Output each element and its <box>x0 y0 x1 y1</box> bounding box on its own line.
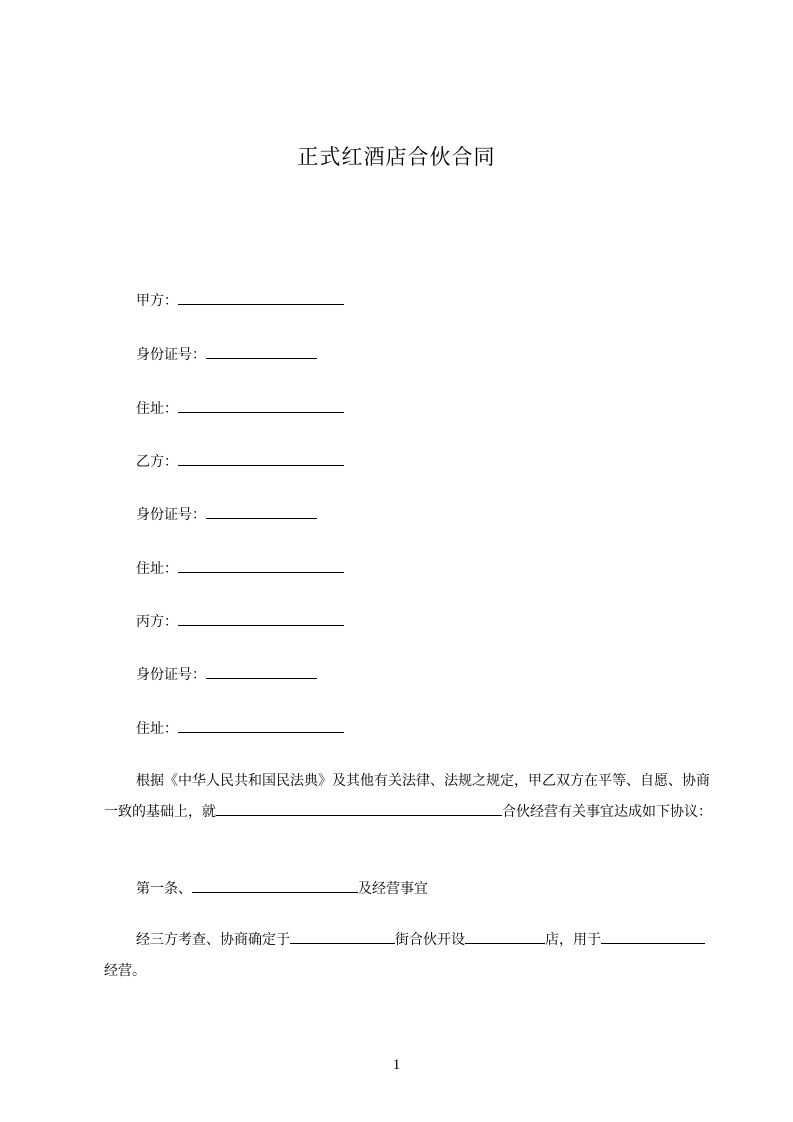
party-a-field <box>136 290 344 311</box>
location-text-1: 经三方考查、协商确定于 <box>136 932 290 948</box>
party-c-field <box>136 611 344 632</box>
party-b-address-blank[interactable] <box>178 558 344 573</box>
page-number: 1 <box>392 1057 401 1073</box>
location-paragraph <box>104 925 714 987</box>
location-text-4: 经营。 <box>104 963 146 979</box>
party-b-id-label: 身份证号： <box>136 507 206 523</box>
party-a-id-field <box>136 344 317 365</box>
business-use-blank[interactable] <box>601 929 657 944</box>
party-c-id-blank[interactable] <box>206 664 317 679</box>
party-b-address-label: 住址： <box>136 561 178 577</box>
location-text-2: 街合伙开设 <box>395 932 465 948</box>
basis-blank[interactable] <box>216 801 502 816</box>
basis-paragraph <box>104 766 714 828</box>
party-a-id-blank[interactable] <box>206 344 317 359</box>
party-a-id-label: 身份证号： <box>136 347 206 363</box>
party-b-address-field <box>136 558 344 579</box>
party-a-label: 甲方： <box>136 293 178 309</box>
party-c-label: 丙方： <box>136 614 178 630</box>
location-text-3: 店，用于 <box>545 932 601 948</box>
party-c-id-field <box>136 664 317 685</box>
party-a-address-blank[interactable] <box>178 398 344 413</box>
party-b-label: 乙方： <box>136 454 178 470</box>
document-title: 正式红酒店合伙合同 <box>297 145 496 169</box>
party-a-address-label: 住址： <box>136 401 178 417</box>
article-1-blank[interactable] <box>192 878 358 893</box>
basis-text-before: 根据《中华人民共和国民法典》及其他有关法律、法规之规定，甲乙双方在平等、自愿、协商一致的基础上，就 <box>104 773 710 820</box>
party-b-field <box>136 451 344 472</box>
shop-name-blank[interactable] <box>465 929 545 944</box>
article-1-heading <box>136 878 428 899</box>
party-c-address-field <box>136 718 344 739</box>
article-1-prefix: 第一条、 <box>136 881 192 897</box>
party-b-id-blank[interactable] <box>206 504 317 519</box>
party-c-blank[interactable] <box>178 611 344 626</box>
party-b-id-field <box>136 504 317 525</box>
party-c-id-label: 身份证号： <box>136 667 206 683</box>
party-c-address-blank[interactable] <box>178 718 344 733</box>
party-c-address-label: 住址： <box>136 721 178 737</box>
street-blank[interactable] <box>290 929 395 944</box>
party-a-blank[interactable] <box>178 290 344 305</box>
party-a-address-field <box>136 398 344 419</box>
party-b-blank[interactable] <box>178 451 344 466</box>
article-1-suffix: 及经营事宜 <box>358 881 428 897</box>
business-use-blank-continued[interactable] <box>657 929 705 944</box>
basis-text-after: 合伙经营有关事宜达成如下协议： <box>502 804 712 820</box>
